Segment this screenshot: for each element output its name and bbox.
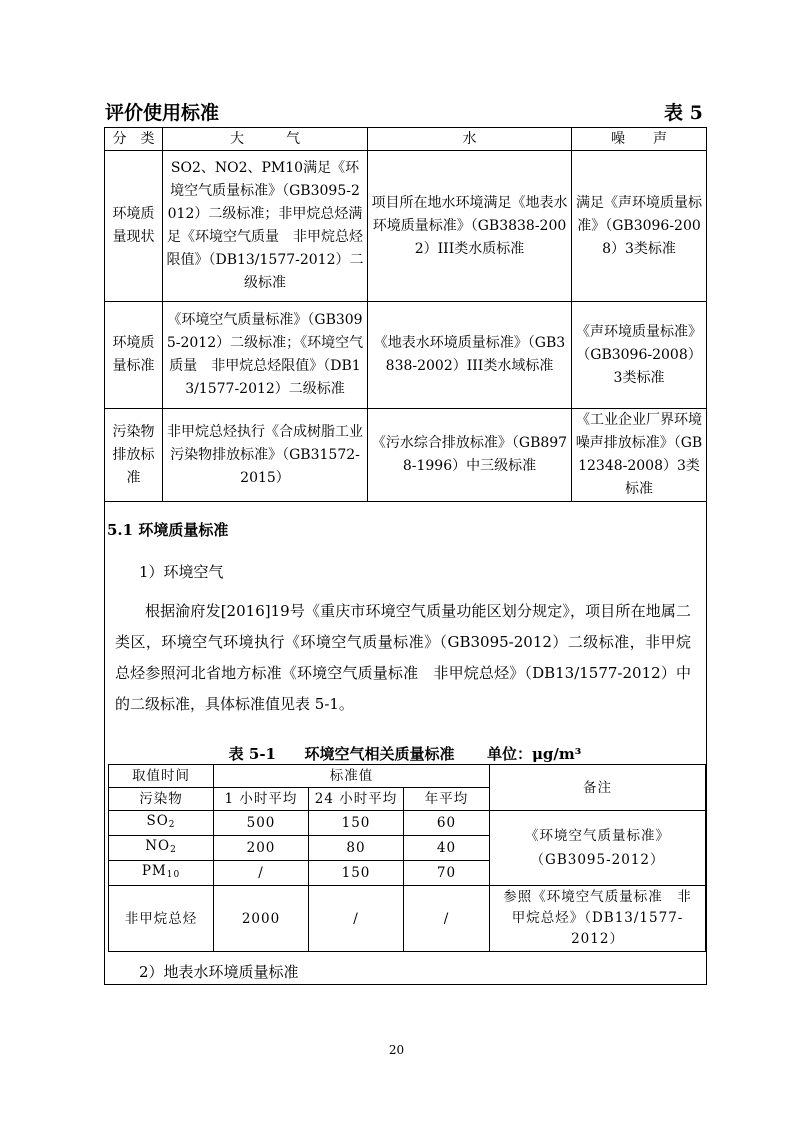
noise-cell: 满足《声环境质量标准》（GB3096-2008）3类标准 — [572, 151, 707, 302]
value-year: / — [404, 886, 490, 952]
note-cell: 《环境空气质量标准》（GB3095-2012） — [490, 811, 706, 886]
page-title: 评价使用标准 — [105, 102, 220, 124]
table-row — [109, 886, 706, 952]
value-1h: / — [214, 861, 309, 886]
category-cell: 污染物排放标准 — [105, 409, 163, 502]
caption-number: 表 5-1 — [228, 745, 276, 763]
page-number: 20 — [388, 1043, 405, 1057]
header-1h: 1 小时平均 — [214, 788, 309, 811]
value-year: 40 — [404, 836, 490, 861]
header-note: 备注 — [490, 765, 706, 811]
header-time: 取值时间 — [109, 765, 214, 788]
value-1h: 2000 — [214, 886, 309, 952]
value-1h: 200 — [214, 836, 309, 861]
table-caption — [102, 743, 708, 764]
standards-table — [104, 127, 707, 502]
category-cell: 环境质量标准 — [105, 302, 163, 409]
value-24h: / — [309, 886, 404, 952]
column-header: 噪 声 — [572, 128, 707, 151]
water-cell: 项目所在地水环境满足《地表水环境质量标准》（GB3838-2002）III类水质标准 — [368, 151, 572, 302]
header-year: 年平均 — [404, 788, 490, 811]
header-24h: 24 小时平均 — [309, 788, 404, 811]
caption-title: 环境空气相关质量标准 — [304, 745, 455, 763]
value-year: 60 — [404, 811, 490, 836]
pollutant-name: 非甲烷总烃 — [109, 886, 214, 952]
column-header: 水 — [368, 128, 572, 151]
subheading-water: 2）地表水环境质量标准 — [139, 963, 299, 981]
note-cell: 参照《环境空气质量标准 非甲烷总烃》（DB13/1577-2012） — [490, 886, 706, 952]
pollutant-name: $NO_2$ — [109, 836, 214, 861]
air-quality-table — [108, 764, 706, 952]
air-cell: 《环境空气质量标准》（GB3095-2012）二级标准；《环境空气质量 非甲烷总烃限值》（DB13/1577-2012）二级标准 — [163, 302, 368, 409]
category-cell: 环境质量现状 — [105, 151, 163, 302]
header-pollutant: 污染物 — [109, 788, 214, 811]
water-cell: 《污水综合排放标准》（GB8978-1996）中三级标准 — [368, 409, 572, 502]
column-header: 大 气 — [163, 128, 368, 151]
table-row — [109, 811, 706, 836]
value-24h: 150 — [309, 811, 404, 836]
caption-unit: 单位：μg/m³ — [486, 745, 582, 763]
noise-cell: 《声环境质量标准》（GB3096-2008）3类标准 — [572, 302, 707, 409]
water-cell: 《地表水环境质量标准》（GB3838-2002）III类水域标准 — [368, 302, 572, 409]
section-heading: 5.1 环境质量标准 — [107, 521, 229, 539]
value-24h: 80 — [309, 836, 404, 861]
value-year: 70 — [404, 861, 490, 886]
air-cell: 非甲烷总烃执行《合成树脂工业污染物排放标准》（GB31572-2015） — [163, 409, 368, 502]
pollutant-name: $SO_2$ — [109, 811, 214, 836]
value-24h: 150 — [309, 861, 404, 886]
subheading-air: 1）环境空气 — [139, 563, 224, 581]
column-header: 分 类 — [105, 128, 163, 151]
header-standard: 标准值 — [214, 765, 490, 788]
body-paragraph: 根据渝府发[2016]19号《重庆市环境空气质量功能区划分规定》，项目所在地属二类区，环境空气环境执行《环境空气质量标准》（GB3095-2012）二级标准，非甲烷总烃参照河北省地方标准《环境空气质量标准 非甲烷总烃》（DB13/1577-2012）中的二级标准，具体标准值见表 5-1。 — [115, 602, 691, 713]
value-1h: 500 — [214, 811, 309, 836]
pollutant-name: $PM_{10}$ — [109, 861, 214, 886]
table-number: 表 5 — [664, 102, 703, 124]
noise-cell: 《工业企业厂界环境噪声排放标准》（GB12348-2008）3类标准 — [572, 409, 707, 502]
air-cell: SO2、NO2、PM10满足《环境空气质量标准》（GB3095-2012）二级标准；非甲烷总烃满足《环境空气质量 非甲烷总烃限值》（DB13/1577-2012）二级标准 — [163, 151, 368, 302]
